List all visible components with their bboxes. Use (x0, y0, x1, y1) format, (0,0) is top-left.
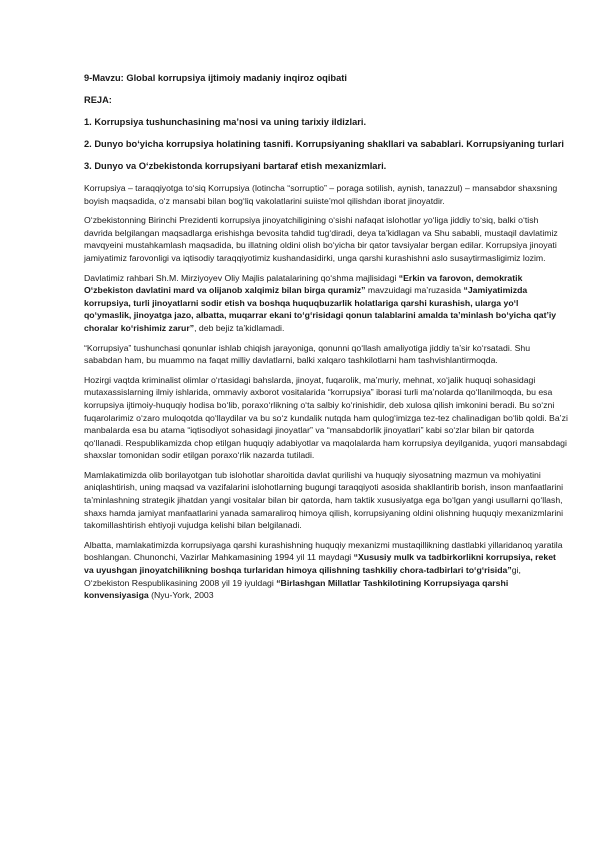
plan-item: 1. Korrupsiya tushunchasining ma’nosi va uning tarixiy ildizlari. (84, 117, 367, 127)
paragraph-mirziyoyev (84, 272, 568, 335)
paragraph-concept: “Korrupsiya” tushunchasi qonunlar ishlab chiqish jarayoniga, qonunni qo‘llash amaliyotiga jiddiy ta’sir ko‘rsatadi. Shu sababdan ham, bu muammo na faqat milliy davlatlarni, balki xalqaro tashkilotlarni ham tashvishlantirmoqda. (84, 342, 531, 366)
document-title: 9-Mavzu: Global korrupsiya ijtimoiy madaniy inqiroz oqibati (84, 73, 347, 83)
plan-item: 3. Dunyo va O‘zbekistonda korrupsiyani bartaraf etish mexanizmlari. (84, 161, 387, 171)
bold-quote: “Birlashgan Millatlar Tashkilotining Korrupsiyaga qarshi konvensiyasiga (84, 577, 509, 601)
paragraph-scholars: Hozirgi vaqtda kriminalist olimlar o‘rtasidagi bahslarda, jinoyat, fuqarolik, ma’muriy, mehnat, xo‘jalik huquqi sohasidagi mutaxassislarning ilmiy ishlarida, ommaviy axborot vositalarida “korrupsiya” iborasi turli ma’nolarda qo‘llanilmoqda, bu esa korrupsiya ijtimoiy-huquqiy hodisa bo‘lib, poraxo‘rlikning o‘ta salbiy ko‘rinishidir, deb xulosa qilish imkonini beradi. Bu so‘zni fuqarolarimiz o‘zaro muloqotda qo‘llaydilar va bu so‘z kundalik nutqda ham qulog‘imizga tez-tez chalinadigan bo‘lib qoldi. Ba’zi manbalarda esa bu atama “iqtisodiyot sohasidagi jinoyatlar” va “mansabdorlik jinoyatlari” kabi so‘zlar bilan bir qatorda qo‘llanadi. Respublikamizda chop etilgan huquqiy adabiyotlar va maqolalarda ham korrupsiya deyilganida, yuqori mansabdagi shaxslar tomonidan sodir etilgan poraxo‘rlik nazarda tutiladi. (84, 374, 568, 461)
text-run: Davlatimiz rahbari Sh.M. Mirziyoyev Oliy Majlis palatalarining qo‘shma majlisidagi (84, 272, 399, 283)
text-run: , deb bejiz ta’kidlamadi. (194, 322, 285, 333)
bold-quote: “Jamiyatimizda korrupsiya, turli jinoyatlarni sodir etish va boshqa huquqbuzarlik holatlariga qarshi kurashish, ularga yo‘l qo‘ymaslik, jinoyatga jazo, albatta, muqarrar ekani to‘g‘risidagi qonun talablarini amalda ta’minlash bo‘yicha qat’iy choralar ko‘rishimiz zarur” (84, 285, 557, 333)
paragraph-first-president: O‘zbekistonning Birinchi Prezidenti korrupsiya jinoyatchiligining o‘sishi nafaqat islohotlar yo‘liga jiddiy to‘siq, balki o‘tish davrida belgilangan maqsadlarga erishishga bevosita tahdid tug‘diradi, deya ta’kidlagan va Shu sababli, mustaqil davlatimiz mavqyeini mustahkamlash maqsadida, bu illatning oldini olish bo‘yicha bir qator tavsiyalar bergan edilar. Korrupsiya jinoyati jamiyatimiz farovonligi va iqtisodiy taraqqiyotimiz kushandasidirki, unga qarshi kurashishni aslo susaytirmasligimiz lozim. (84, 215, 558, 263)
text-run: gi, O‘zbekiston Respublikasining 2008 yil 19 iyuldagi (84, 565, 521, 588)
text-run: Albatta, mamlakatimizda korrupsiyaga qarshi kurashishning huquqiy mexanizmi mustaqillikning dastlabki yillaridanoq yaratila boshlangan. Chunonchi, Vazirlar Mahkamasining 1994 yil 11 maydagi (84, 539, 563, 563)
text-run: mavzuidagi ma’ruzasida (365, 285, 464, 296)
paragraph-legal-mechanism (84, 539, 568, 602)
text-run: (Nyu-York, 2003 (148, 590, 214, 601)
paragraph-reforms: Mamlakatimizda olib borilayotgan tub islohotlar sharoitida davlat qurilishi va huquqiy siyosatning mazmun va mohiyatini aniqlashtirish, uning maqsad va vazifalarini islohotlarning bugungi taraqqiyoti asosida shakllantirib borish, inson manfaatlarini ta’minlashning strategik jihatdan yangi vositalar bilan bir qatorda, ham taktik xususiyatga ega bo‘lgan yangi usullarni qo‘llash, shaxs hamda jamiyat manfaatlarini yanada samaraliroq himoya qilish, korrupsiyaning oldini olishning huquqiy mexanizmlarini takomillashtirish ehtiyoji vujudga kelishi bilan belgilanadi. (84, 469, 564, 531)
bold-quote: “Erkin va farovon, demokratik O‘zbekiston davlatini mard va olijanob xalqimiz bilan birga quramiz” (84, 272, 523, 296)
bold-quote: “Xususiy mulk va tadbirkorlikni korrupsiya, reket va uyushgan jinoyatchilikning boshqa turlaridan himoya qilishning tashkiliy chora-tadbirlari to‘g‘risida” (84, 552, 556, 576)
plan-label: REJA: (84, 95, 112, 105)
paragraph-definition: Korrupsiya – taraqqiyotga to‘siq Korrupsiya (lotincha “sorruptio” – poraga sotilish, aynish, tanazzul) – mansabdor shaxsning boyish maqsadida, o‘z mansabi bilan bog‘liq vakolatlarini suiiste’mol qilishdan iborat jinoyatdir. (84, 183, 558, 206)
plan-item: 2. Dunyo bo‘yicha korrupsiya holatining tasnifi. Korrupsiyaning shakllari va sabablari. Korrupsiyaning turlari (84, 139, 564, 149)
